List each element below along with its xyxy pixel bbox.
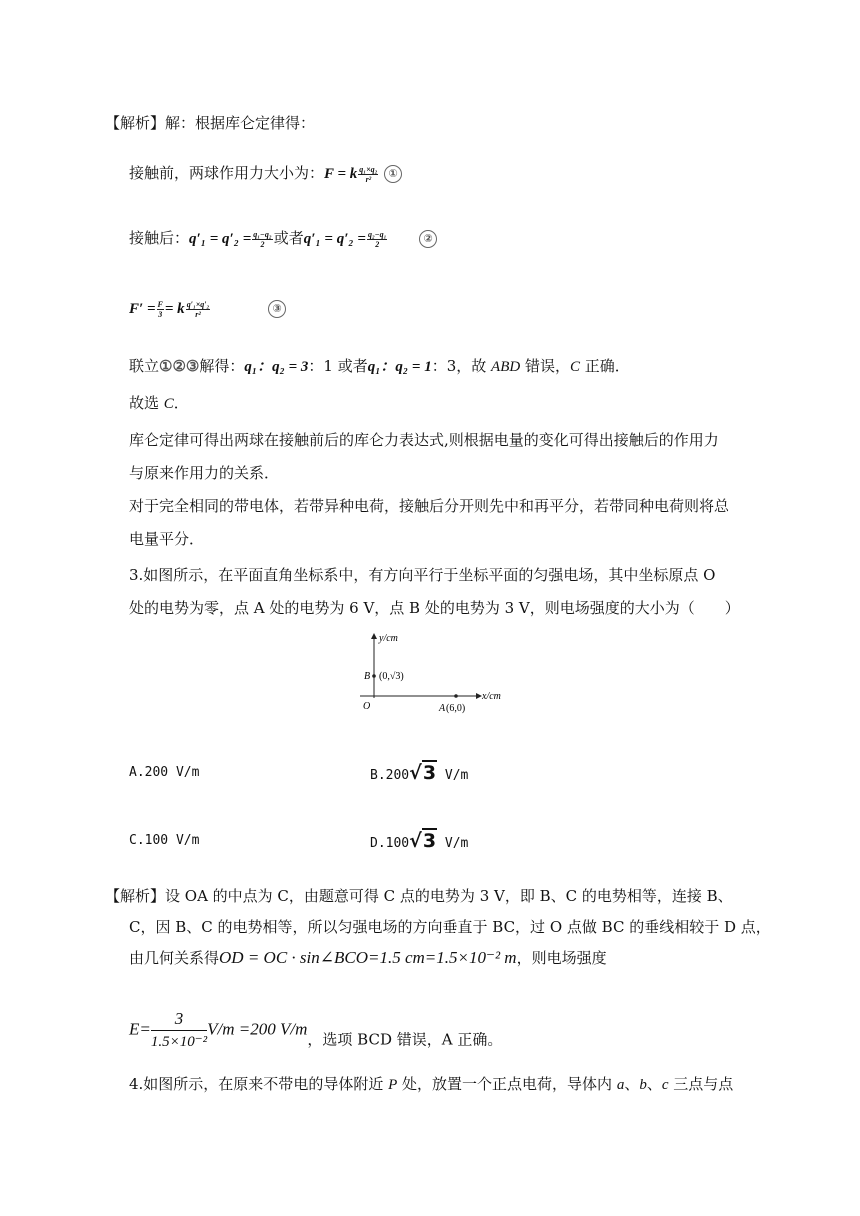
analysis3-line-4: E= $\frac{3}{\text{1.5×10⁻²}}$ V/m =200 V/m，选项 BCD 错误，A 正确。 — [129, 1008, 502, 1053]
sqrt-d: √3 — [409, 830, 437, 852]
point-b-coord: (0,√3) — [379, 671, 404, 682]
eq1-lhs: F = k — [324, 166, 358, 182]
point-b — [372, 674, 376, 678]
note-line-4: 电量平分． — [129, 530, 205, 548]
option-d: D.100√3 V/m — [370, 830, 469, 852]
option-c: C.100 V/m — [129, 833, 200, 848]
eq1-fraction: $\frac{\text{q₁×q₂}}{\text{r²}}$ — [359, 164, 378, 184]
eq3-fraction-2: $\frac{\text{q′₁×q′₂}}{\text{r²}}$ — [186, 299, 210, 319]
equation-force-ratio: F′ = $\frac{F}{3}$ = k $\frac{\text{q′₁×q′₂}}{\text{r²}}$ ③ — [129, 298, 286, 319]
od-equation: OD = OC · sin∠BCO=1.5 cm=1.5×10⁻² m — [219, 948, 517, 967]
equation-mark-2: ② — [419, 230, 437, 248]
analysis3-line-3: 由几何关系得OD = OC · sin∠BCO=1.5 cm=1.5×10⁻² m，则电场强度 — [129, 948, 607, 967]
analysis3-line-1: 【解析】设 OA 的中点为 C，由题意可得 C 点的电势为 3 V，即 B、C 的电势相等，连接 B、 — [105, 887, 733, 905]
equation-mark-1: ① — [384, 165, 402, 183]
note-line-2: 与原来作用力的关系． — [129, 464, 280, 482]
note-line-1: 库仑定律可得出两球在接触前后的库仑力表达式,则根据电量的变化可得出接触后的作用力 — [129, 431, 719, 449]
note-line-3: 对于完全相同的带电体，若带异种电荷，接触后分开则先中和再平分，若带同种电荷则将总 — [129, 497, 730, 515]
analysis1-header: 【解析】解：根据库仑定律得： — [105, 114, 316, 132]
after-contact-label: 接触后： — [129, 229, 190, 247]
option-b: B.200√3 V/m — [370, 762, 469, 784]
equation-before-contact — [129, 163, 402, 184]
q3-line-1: 3.如图所示，在平面直角坐标系中，有方向平行于坐标平面的匀强电场，其中坐标原点 O — [129, 566, 716, 584]
point-b-label: B — [364, 671, 371, 682]
sqrt-b: √3 — [409, 762, 437, 784]
before-contact-label: 接触前，两球作用力大小为： — [129, 164, 325, 182]
solve-line: 联立①②③解得：q₁：q₂ = 3：1 或者q₁：q₂ = 1：3，故 ABD 错误，C 正确． — [129, 357, 630, 375]
solve-marks: ①②③ — [159, 357, 200, 375]
equation-mark-3: ③ — [268, 300, 286, 318]
analysis3-line-2: C，因 B、C 的电势相等，所以匀强电场的方向垂直于 BC，过 O 点做 BC 的垂线相较于 D 点， — [129, 918, 771, 936]
q4-line-1: 4.如图所示，在原来不带电的导体附近 P 处，放置一个正点电荷，导体内 a、b、c 三点与点 — [129, 1075, 734, 1093]
q3-line-2: 处的电势为零，点 A 处的电势为 6 V，点 B 处的电势为 3 V，则电场强度的大小为（ ） — [129, 599, 740, 617]
point-a-label: A — [439, 703, 446, 714]
equation-after-contact: 接触后：q′₁ = q′₂ = $\frac{\text{q₁−q₂}}{2}$ 或者q′₁ = q′₂ = $\frac{\text{q₂−q₁}}{2}$ ② — [129, 228, 437, 249]
eq2b-fraction: $\frac{\text{q₂−q₁}}{2}$ — [367, 229, 387, 249]
x-axis-label: x/cm — [482, 691, 501, 702]
y-axis-label: y/cm — [379, 633, 398, 644]
origin-label: O — [363, 701, 371, 712]
option-a: A.200 V/m — [129, 765, 200, 780]
eq3-fraction-1: $\frac{F}{3}$ — [157, 299, 163, 319]
eq2a-fraction: $\frac{\text{q₁−q₂}}{2}$ — [253, 229, 272, 249]
answer-line: 故选 C． — [129, 394, 189, 412]
point-a-coord: (6,0) — [446, 703, 466, 714]
e-fraction: $\frac{3}{\text{1.5×10⁻²}}$ — [150, 1009, 208, 1050]
coordinate-figure — [355, 628, 515, 720]
point-a — [454, 694, 458, 698]
